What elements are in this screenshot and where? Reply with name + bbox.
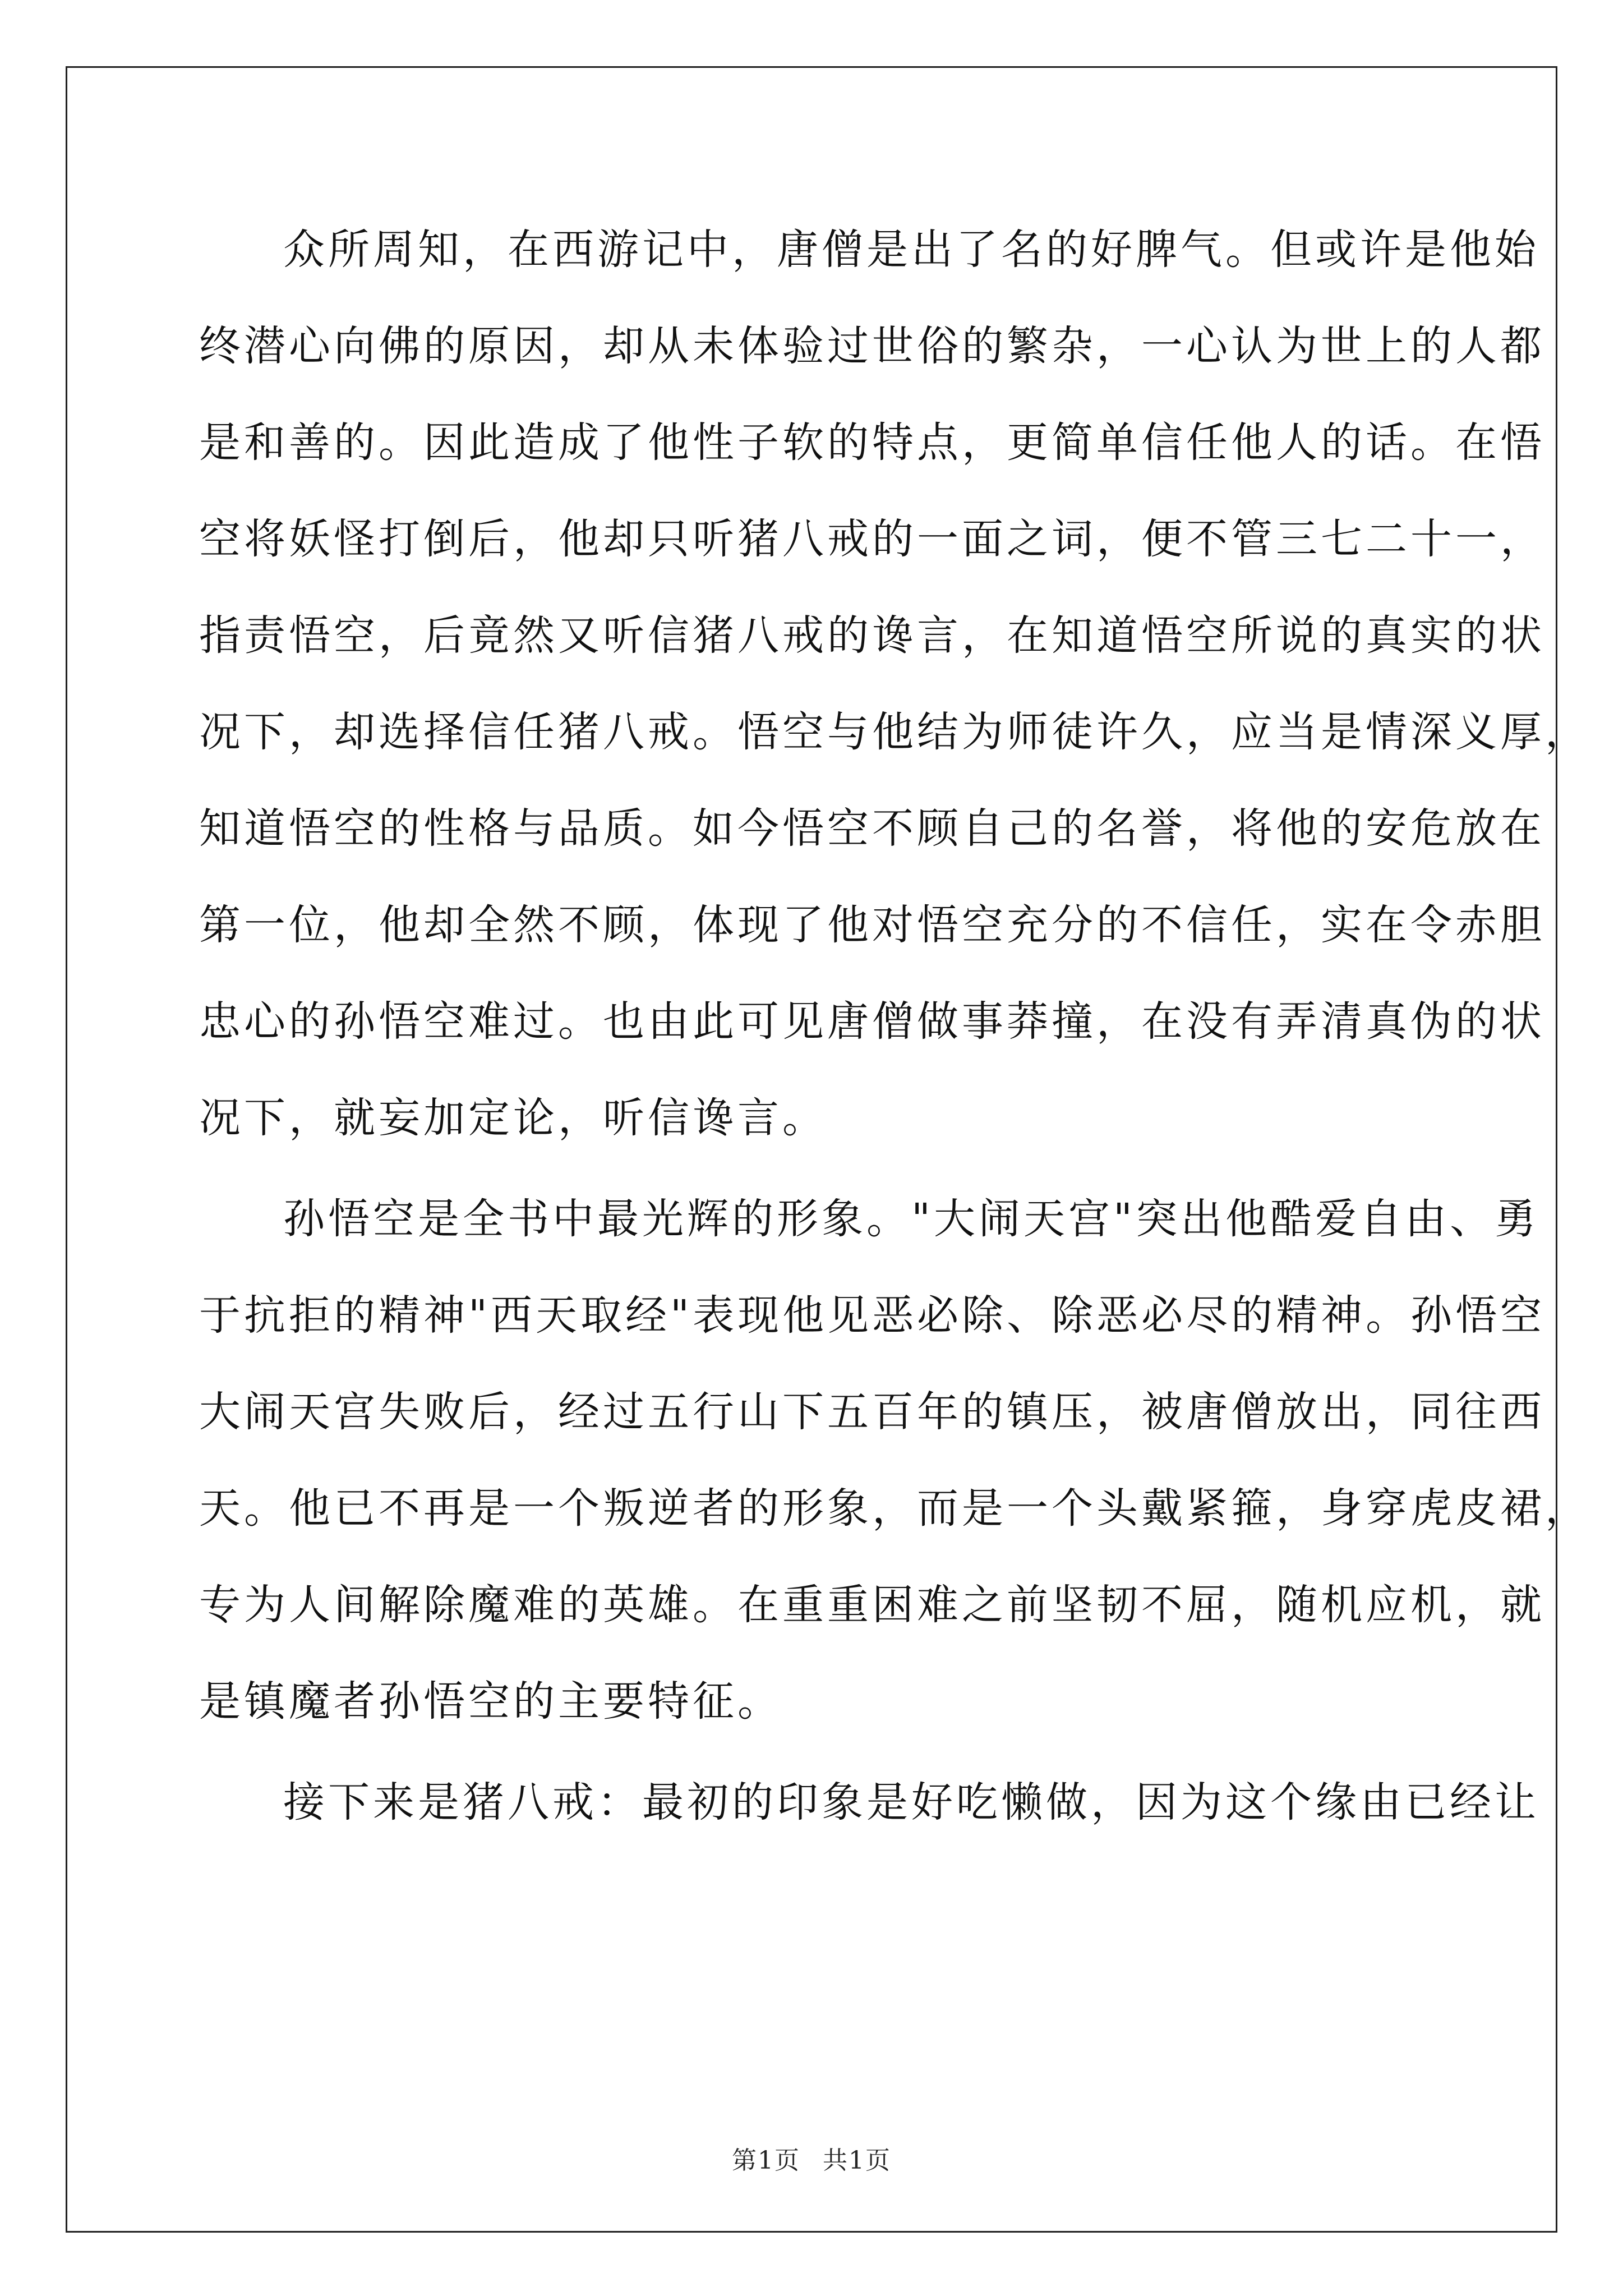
text-line: 况下，就妄加定论，听信谗言。	[199, 1094, 827, 1142]
text-line: 是和善的。因此造成了他性子软的特点，更简单信任他人的话。在悟	[199, 418, 1545, 467]
text-line: 接下来是猪八戒：最初的印象是好吃懒做，因为这个缘由已经让	[283, 1778, 1539, 1826]
text-line: 第一位，他却全然不顾，体现了他对悟空充分的不信任，实在令赤胆	[199, 901, 1545, 949]
text-line: 天。他已不再是一个叛逆者的形象，而是一个头戴紧箍，身穿虎皮裙，	[199, 1484, 1590, 1533]
paragraph-gap	[199, 1184, 1427, 1188]
text-line: 孙悟空是全书中最光辉的形象。"大闹天宫"突出他酷爱自由、勇	[283, 1195, 1540, 1243]
text-line: 终潜心向佛的原因，却从未体验过世俗的繁杂，一心认为世上的人都	[199, 322, 1545, 370]
paragraph-3	[199, 1772, 1539, 1868]
text-line: 指责悟空，后竟然又听信猪八戒的谗言，在知道悟空所说的真实的状	[199, 611, 1545, 660]
text-line: 大闹天宫失败后，经过五行山下五百年的镇压，被唐僧放出，同往西	[199, 1388, 1545, 1436]
text-line: 空将妖怪打倒后，他却只听猪八戒的一面之词，便不管三七二十一，	[199, 515, 1545, 563]
text-line: 众所周知，在西游记中，唐僧是出了名的好脾气。但或许是他始	[283, 226, 1539, 274]
page-number-total: 共1页	[823, 2146, 891, 2175]
text-line: 况下，却选择信任猪八戒。悟空与他结为师徒许久，应当是情深义厚，	[199, 708, 1590, 756]
paragraph-1	[199, 219, 1590, 1184]
text-line: 是镇魔者孙悟空的主要特征。	[199, 1677, 782, 1726]
page-number-current: 第1页	[732, 2146, 800, 2175]
text-line: 知道悟空的性格与品质。如今悟空不顾自己的名誉，将他的安危放在	[199, 804, 1545, 853]
paragraph-gap	[199, 1767, 1427, 1772]
text-line: 于抗拒的精神"西天取经"表现他见恶必除、除恶必尽的精神。孙悟空	[199, 1291, 1546, 1340]
document-body	[199, 219, 1590, 1868]
paragraph-2	[199, 1188, 1590, 1767]
text-line: 忠心的孙悟空难过。也由此可见唐僧做事莽撞，在没有弄清真伪的状	[199, 997, 1545, 1046]
page-footer	[0, 2140, 1623, 2176]
text-line: 专为人间解除魔难的英雄。在重重困难之前坚韧不屈，随机应机，就	[199, 1581, 1545, 1629]
